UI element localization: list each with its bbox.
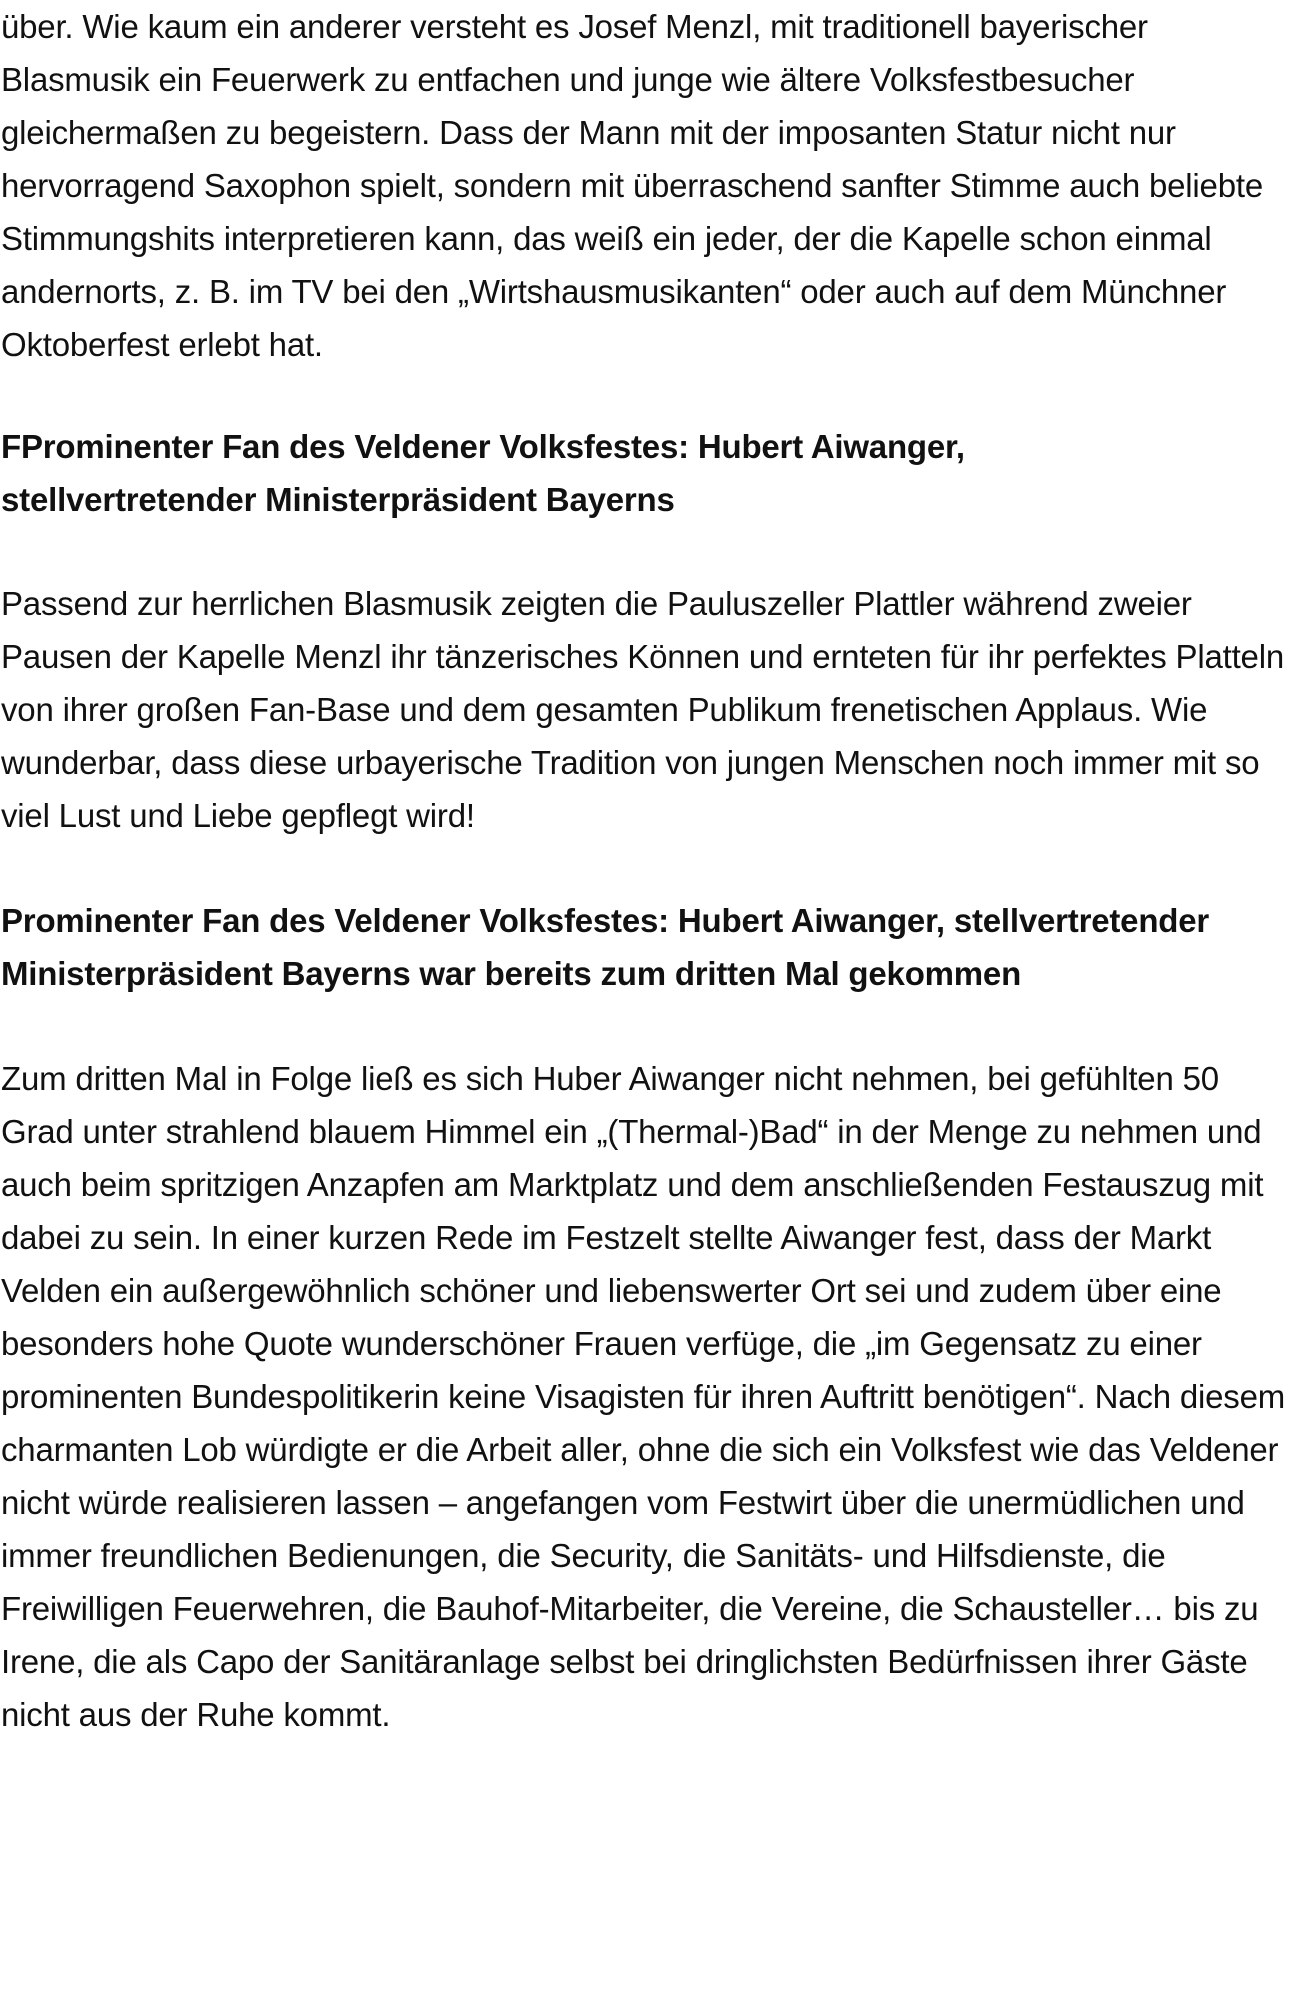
intro-paragraph: über. Wie kaum ein anderer versteht es Josef Menzl, mit traditionell bayerischer Blasmusik ein Feuerwerk zu entfachen und junge wie ältere Volksfestbesucher gleichermaßen zu begeistern. Dass der Mann mit der imposanten Statur nicht nur hervorragend Saxophon spielt, sondern mit überraschend sanfter Stimme auch beliebte Stimmungshits interpretieren kann, das weiß ein jeder, der die Kapelle schon einmal andernorts, z. B. im TV bei den „Wirtshausmusikanten“ oder auch auf dem Münchner Oktoberfest erlebt hat. <box>1 8 1263 363</box>
aiwanger-paragraph: Zum dritten Mal in Folge ließ es sich Huber Aiwanger nicht nehmen, bei gefühlten 50 Grad unter strahlend blauem Himmel ein „(Thermal-)Bad“ in der Menge zu nehmen und auch beim spritzigen Anzapfen am Marktplatz und dem anschließenden Festauszug mit dabei zu sein. In einer kurzen Rede im Festzelt stellte Aiwanger fest, dass der Markt Velden ein außergewöhnlich schöner und liebenswerter Ort sei und zudem über eine besonders hohe Quote wunderschöner Frauen verfüge, die „im Gegensatz zu einer prominenten Bundespolitikerin keine Visagisten für ihren Auftritt benötigen“. Nach diesem charmanten Lob würdigte er die Arbeit aller, ohne die sich ein Volksfest wie das Veldener nicht würde realisieren lassen – angefangen vom Festwirt über die unermüdlichen und immer freundlichen Bedienungen, die Security, die Sanitäts- und Hilfsdienste, die Freiwilligen Feuerwehren, die Bauhof-Mitarbeiter, die Vereine, die Schausteller… bis zu Irene, die als Capo der Sanitäranlage selbst bei dringlichsten Bedürfnissen ihrer Gäste nicht aus der Ruhe kommt. <box>1 1060 1286 1733</box>
plattler-paragraph: Passend zur herrlichen Blasmusik zeigten die Pauluszeller Plattler während zweier Pausen der Kapelle Menzl ihr tänzerisches Können und ernteten für ihr perfektes Platteln von ihrer großen Fan-Base und dem gesamten Publikum frenetischen Applaus. Wie wunderbar, dass diese urbayerische Tradition von jungen Menschen noch immer mit so viel Lust und Liebe gepflegt wird! <box>1 585 1284 834</box>
image-caption-heading: FProminenter Fan des Veldener Volksfestes: Hubert Aiwanger, stellvertretender Ministerpräsident Bayerns <box>1 428 965 518</box>
image-caption-heading: Prominenter Fan des Veldener Volksfestes: Hubert Aiwanger, stellvertretender Ministerpräsident Bayerns war bereits zum dritten Mal gekommen <box>1 902 1210 992</box>
